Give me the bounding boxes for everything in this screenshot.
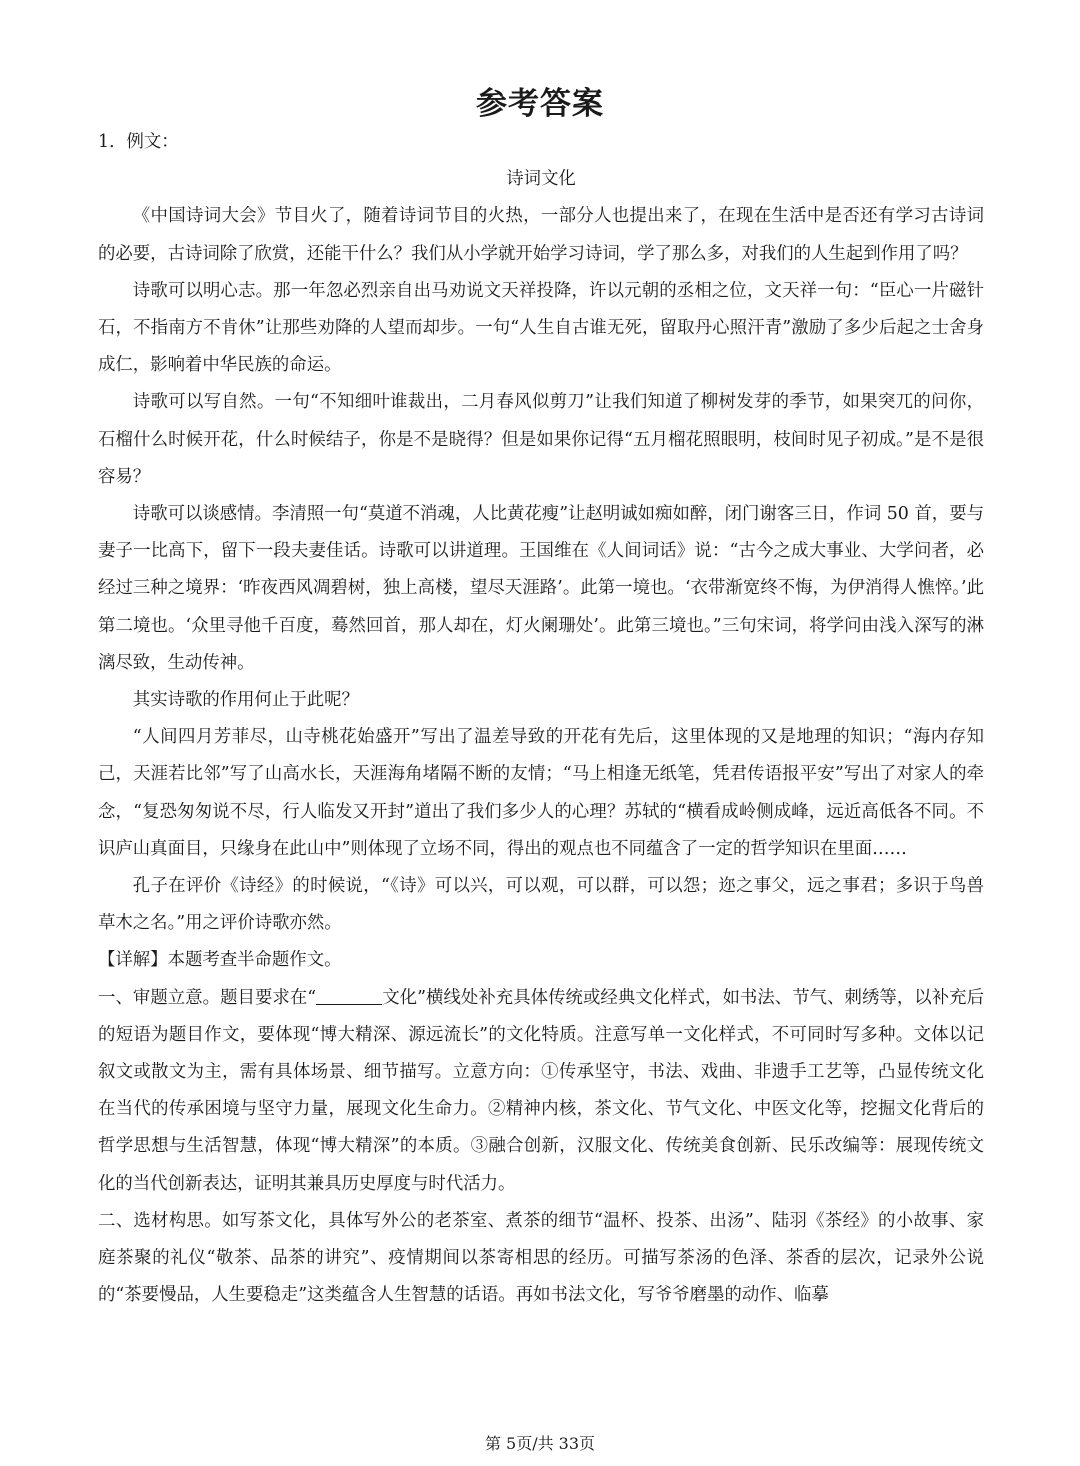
essay-paragraph: 孔子在评价《诗经》的时候说，“《诗》可以兴，可以观，可以群，可以怨；迩之事父，远之事君；多识于鸟兽草木之名。”用之评价诗歌亦然。 <box>98 876 984 934</box>
page-title: 参考答案 <box>476 86 604 122</box>
essay-paragraph: “人间四月芳菲尽，山寺桃花始盛开”写出了温差导致的开花有先后，这里体现的又是地理的知识；“海内存知己，天涯若比邻”写了山高水长，天涯海角堵隔不断的友情；“马上相逢无纸笔，凭君传语报平安”写出了对家人的牵念，“复恐匆匆说不尽，行人临发又开封”道出了我们多少人的心理？苏轼的“横看成岭侧成峰，远近高低各不同。不识庐山真面目，只缘身在此山中”则体现了立场不同，得出的观点也不同蕴含了一定的哲学知识在里面…… <box>98 727 984 859</box>
essay-paragraph: 其实诗歌的作用何止于此呢？ <box>132 690 359 711</box>
document-body <box>98 124 984 1315</box>
essay-paragraph: 《中国诗词大会》节目火了，随着诗词节目的火热，一部分人也提出来了，在现在生活中是否还有学习古诗词的必要，古诗词除了欣赏，还能干什么？我们从小学就开始学习诗词，学了那么多，对我们的人生起到作用了吗？ <box>98 206 984 264</box>
analysis-section-2: 二、选材构思。如写茶文化，具体写外公的老茶室、煮茶的细节“温杯、投茶、出汤”、陆羽《茶经》的小故事、家庭茶聚的礼仪“敬茶、品茶的讲究”、疫情期间以茶寄相思的经历。可描写茶汤的色泽、茶香的层次，记录外公说的“茶要慢品，人生要稳走”这类蕴含人生智慧的话语。再如书法文化，写爷爷磨墨的动作、临摹 <box>98 1210 984 1306</box>
essay-paragraph: 诗歌可以写自然。一句“不知细叶谁裁出，二月春风似剪刀”让我们知道了柳树发芽的季节，如果突兀的问你，石榴什么时候开花，什么时候结子，你是不是晓得？但是如果你记得“五月榴花照眼明，枝间时见子初成。”是不是很容易？ <box>98 392 984 487</box>
question-number-heading: 1．例文： <box>98 132 179 152</box>
page-number-footer: 第 5页/共 33页 <box>484 1434 596 1453</box>
analysis-section-1-text: 文化”横线处补充具体传统或经典文化样式，如书法、节气、刺绣等，以补充后的短语为题目作文，要体现“博大精深、源远流长”的文化特质。注意写单一文化样式，不可同时写多种。文体以记叙文或散文为主，需有具体场景、细节描写。立意方向：①传承坚守，书法、戏曲、非遗手工艺等，凸显传统文化在当代的传承困境与坚守力量，展现文化生命力。②精神内核，茶文化、节气文化、中医文化等，挖掘文化背后的哲学思想与生活智慧，体现“博大精深”的本质。③融合创新，汉服文化、传统美食创新、民乐改编等：展现传统文化的当代创新表达，证明其兼具历史厚度与时代活力。 <box>98 987 984 1194</box>
essay-title: 诗词文化 <box>506 169 576 190</box>
fill-in-blank-line <box>316 982 382 1005</box>
detail-heading: 【详解】本题考查半命题作文。 <box>98 950 342 971</box>
essay-paragraph: 诗歌可以谈感情。李清照一句“莫道不消魂，人比黄花瘦”让赵明诚如痴如醉，闭门谢客三日，作词 50 首，要与妻子一比高下，留下一段夫妻佳话。诗歌可以讲道理。王国维在《人间词话》说：“古今之成大事业、大学问者，必经过三种之境界：‘昨夜西风凋碧树，独上高楼，望尽天涯路’。此第一境也。‘衣带渐宽终不悔，为伊消得人憔悴。’此第二境也。‘众里寻他千百度，蓦然回首，那人却在，灯火阑珊处’。此第三境也。”三句宋词，将学问由浅入深写的淋漓尽致，生动传神。 <box>98 504 984 673</box>
analysis-section-1 <box>98 980 984 1203</box>
analysis-section-1-lead: 一、审题立意。题目要求在“ <box>98 987 317 1008</box>
essay-paragraph: 诗歌可以明心志。那一年忽必烈亲自出马劝说文天祥投降，许以元朝的丞相之位，文天祥一句：“臣心一片磁针石，不指南方不肯休”让那些劝降的人望而却步。一句“人生自古谁无死，留取丹心照汗青”激励了多少后起之士舍身成仁，影响着中华民族的命运。 <box>98 280 984 376</box>
